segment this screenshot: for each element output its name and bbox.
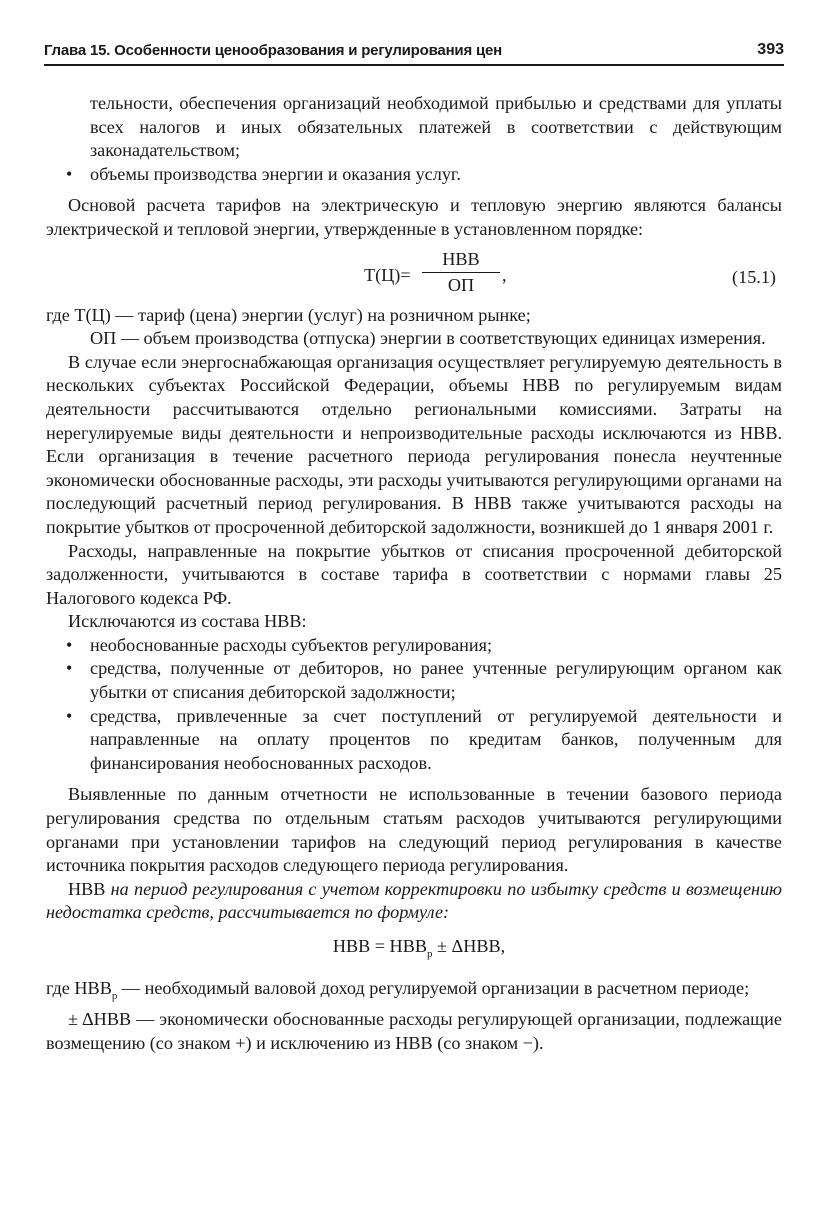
paragraph-case: В случае если энергоснабжающая организация осуществляет регулируемую деятельность в нескольких субъектах Российской Федерации, объемы НВВ по регулируемым видам деятельности рассчитываются отдельно региональными комиссиями. Затраты на нерегулируемые виды деятельности и непроизводительные расходы исключаются из НВВ. Если организация в течение расчетного периода регулирования понесла неучтенные экономически обоснованные расходы, эти расходы учитываются регулирующими органами на последующий расчетный период регулирования. В НВВ также учитываются расходы на покрытие убытков от просроченной дебиторской задолжности, возникшей до 1 января 2001 г. xyxy=(46,351,782,537)
excluded-bullet-list xyxy=(46,634,782,776)
where-nvvr-text: — необходимый валовой доход регулируемой организации в расчетном периоде; xyxy=(117,977,750,998)
formula-lhs: Т(Ц)= xyxy=(364,264,411,285)
top-bullet-list xyxy=(46,163,782,187)
where-definition-nvvr xyxy=(46,977,782,1009)
bullet-item: • необоснованные расходы субъектов регулирования; xyxy=(46,634,782,658)
formula-15-1 xyxy=(46,246,782,304)
where-definition-tariff: где Т(Ц) — тариф (цена) энергии (услуг) на розничном рынке; xyxy=(46,304,531,325)
bullet-item: • средства, привлеченные за счет поступлений от регулируемой деятельности и направленные на оплату процентов по кредитам банков, полученным для финансирования необоснованных расходов. xyxy=(46,705,782,776)
formula-nvv-left: НВВ = НВВ xyxy=(332,936,427,956)
formula-numerator: НВВ xyxy=(422,248,500,274)
formula-comma: , xyxy=(502,264,507,285)
formula-nvv-subscript: р xyxy=(426,948,433,960)
where-nvvr-subscript: р xyxy=(111,989,118,1002)
formula-fraction xyxy=(422,248,500,298)
paragraph-basis: Основой расчета тарифов на электрическую и тепловую энергию являются балансы электрической и тепловой энергии, утвержденные в установленном порядке: xyxy=(46,195,782,239)
where-definition-delta: ± ΔНВВ — экономически обоснованные расходы регулирующей организации, подлежащие возмещению (со знаком +) и исключению из НВВ (со знаком −). xyxy=(46,1009,782,1053)
page-body xyxy=(46,92,782,1055)
where-definition-volume: ОП — объем производства (отпуска) энергии в соответствующих единицах измерения. xyxy=(90,328,766,349)
formula-nvv-right: ± ΔНВВ, xyxy=(432,936,506,956)
paragraph-identified: Выявленные по данным отчетности не использованные в течении базового периода регулирования средства по отдельным статьям расходов учитываются регулирующими органами при установлении тарифов на следующий период регулирования в качестве источника покрытия расходов следующего периода регулирования. xyxy=(46,784,782,876)
formula-nvv xyxy=(46,935,782,967)
formula-denominator: ОП xyxy=(447,275,475,296)
running-header xyxy=(44,40,784,66)
page-number: 393 xyxy=(757,41,784,58)
bullet-item: • объемы производства энергии и оказания услуг. xyxy=(46,163,782,187)
paragraph-nvv-formula-intro xyxy=(46,878,782,925)
bullet-item: • средства, полученные от дебиторов, но ранее учтенные регулирующим органом как убытки от списания дебиторской задолжности; xyxy=(46,657,782,704)
chapter-title: Глава 15. Особенности ценообразования и регулирования цен xyxy=(44,42,502,59)
paragraph-expenses: Расходы, направленные на покрытие убытков от списания просроченной дебиторской задолженности, учитываются в составе тарифа в соответствии с нормами главы 25 Налогового кодекса РФ. xyxy=(46,540,782,608)
continued-paragraph: тельности, обеспечения организаций необходимой прибылью и средствами для уплаты всех налогов и иных обязательных платежей в соответствии с действующим законадательством; xyxy=(90,93,782,161)
where-nvvr-prefix: где НВВ xyxy=(46,977,112,998)
equation-number: (15.1) xyxy=(732,266,776,287)
nvv-italic-text: на период регулирования с учетом корректировки по избытку средств и возмещению недостатка средств, рассчитывается по формуле: xyxy=(46,878,782,923)
paragraph-excluded: Исключаются из состава НВВ: xyxy=(68,611,307,632)
nvv-lead: НВВ xyxy=(68,878,106,899)
